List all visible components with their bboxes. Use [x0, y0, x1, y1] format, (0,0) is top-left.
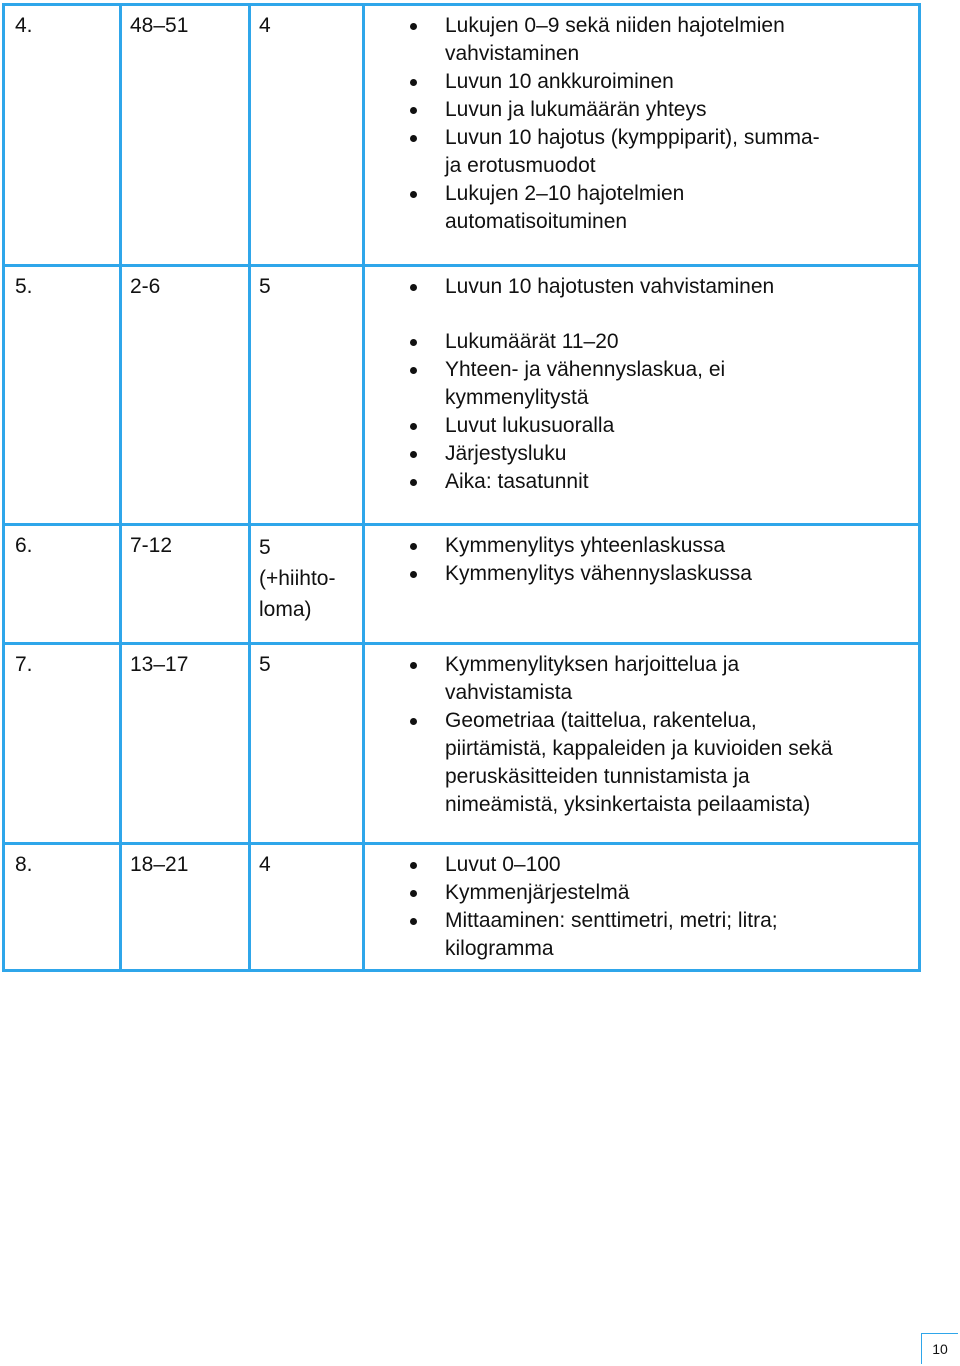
- list-item: [365, 68, 910, 96]
- page-number: 10: [921, 1333, 958, 1364]
- pages-cell: 13–17: [121, 644, 250, 844]
- hours-text: 5: [259, 653, 271, 676]
- bullet-icon: [410, 191, 417, 198]
- bullet-icon: [410, 284, 417, 291]
- hours-note: (+hiihto-: [259, 567, 336, 590]
- hours-cell: [250, 5, 364, 266]
- table-row: [4, 644, 920, 844]
- topic-list: [365, 12, 910, 236]
- topic-text: Aika: tasatunnit: [445, 470, 589, 493]
- list-item: [365, 273, 910, 301]
- bullet-icon: [410, 107, 417, 114]
- list-item: [365, 851, 910, 879]
- topics-cell: [364, 525, 920, 644]
- topic-text: Lukumäärät 11–20: [445, 330, 619, 353]
- list-item: Kymmenylityksen harjoittelua ja vahvistamista: [365, 651, 910, 707]
- hours-text: 4: [259, 853, 271, 876]
- topic-text: Luvun ja lukumäärän yhteys: [445, 98, 707, 121]
- list-item: [365, 412, 910, 440]
- list-item: Luvun 10 hajotus (kymppiparit), summa- ja erotusmuodot: [365, 124, 910, 180]
- hours-cell: [250, 844, 364, 971]
- bullet-icon: [410, 367, 417, 374]
- list-item: [365, 532, 910, 560]
- week-cell: 8.: [4, 844, 121, 971]
- pages-cell: 2-6: [121, 266, 250, 525]
- topic-list: [365, 851, 910, 963]
- list-item: [365, 879, 910, 907]
- bullet-icon: [410, 451, 417, 458]
- hours-note: loma): [259, 598, 312, 621]
- list-item: Yhteen- ja vähennyslaskua, ei kymmenylitystä: [365, 356, 910, 412]
- topic-text: Kymmenylitys yhteenlaskussa: [445, 534, 726, 557]
- topics-cell: [364, 266, 920, 525]
- pages-cell: 18–21: [121, 844, 250, 971]
- topic-list: [365, 532, 910, 588]
- topic-text: Luvun 10 ankkuroiminen: [445, 70, 674, 93]
- bullet-icon: [410, 543, 417, 550]
- topic-list: [365, 273, 910, 496]
- topics-cell: [364, 5, 920, 266]
- list-item: [365, 560, 910, 588]
- bullet-icon: [410, 662, 417, 669]
- topic-text: Luvun 10 hajotusten vahvistaminen: [445, 275, 775, 298]
- hours-cell: [250, 644, 364, 844]
- bullet-icon: [410, 79, 417, 86]
- bullet-icon: [410, 339, 417, 346]
- topic-text: Luvut 0–100: [445, 853, 561, 876]
- list-item: [365, 96, 910, 124]
- hours-text: 5: [259, 275, 271, 298]
- week-cell: 6.: [4, 525, 121, 644]
- bullet-icon: [410, 479, 417, 486]
- list-item: [365, 328, 910, 356]
- topic-text: Järjestysluku: [445, 442, 567, 465]
- topic-text: Kymmenylitys vähennyslaskussa: [445, 562, 752, 585]
- bullet-icon: [410, 718, 417, 725]
- list-item: Lukujen 0–9 sekä niiden hajotelmien vahvistaminen: [365, 12, 910, 68]
- hours-text: 5: [259, 536, 271, 559]
- table-row: [4, 844, 920, 971]
- topic-text: Luvut lukusuoralla: [445, 414, 615, 437]
- week-cell: 4.: [4, 5, 121, 266]
- hours-text: 4: [259, 14, 271, 37]
- pages-cell: 7-12: [121, 525, 250, 644]
- table-row: [4, 525, 920, 644]
- week-cell: 7.: [4, 644, 121, 844]
- topics-cell: [364, 644, 920, 844]
- bullet-icon: [410, 890, 417, 897]
- list-item: Lukujen 2–10 hajotelmien automatisoituminen: [365, 180, 910, 236]
- topic-text: Kymmenjärjestelmä: [445, 881, 630, 904]
- pages-cell: 48–51: [121, 5, 250, 266]
- topic-list: [365, 651, 910, 819]
- list-item: Mittaaminen: senttimetri, metri; litra; kilogramma: [365, 907, 910, 963]
- hours-cell: [250, 525, 364, 644]
- list-item: [365, 440, 910, 468]
- topics-cell: [364, 844, 920, 971]
- table-row: [4, 5, 920, 266]
- week-cell: 5.: [4, 266, 121, 525]
- bullet-icon: [410, 862, 417, 869]
- list-item: [365, 468, 910, 496]
- table-row: [4, 266, 920, 525]
- bullet-icon: [410, 135, 417, 142]
- bullet-icon: [410, 571, 417, 578]
- bullet-icon: [410, 918, 417, 925]
- lesson-plan-table: [2, 3, 921, 972]
- bullet-icon: [410, 23, 417, 30]
- hours-cell: [250, 266, 364, 525]
- list-item: Geometriaa (taittelua, rakentelua, piirtämistä, kappaleiden ja kuvioiden sekä peruskäsitteiden tunnistamista ja nimeämistä, yksinkertaista peilaamista): [365, 707, 910, 819]
- bullet-icon: [410, 423, 417, 430]
